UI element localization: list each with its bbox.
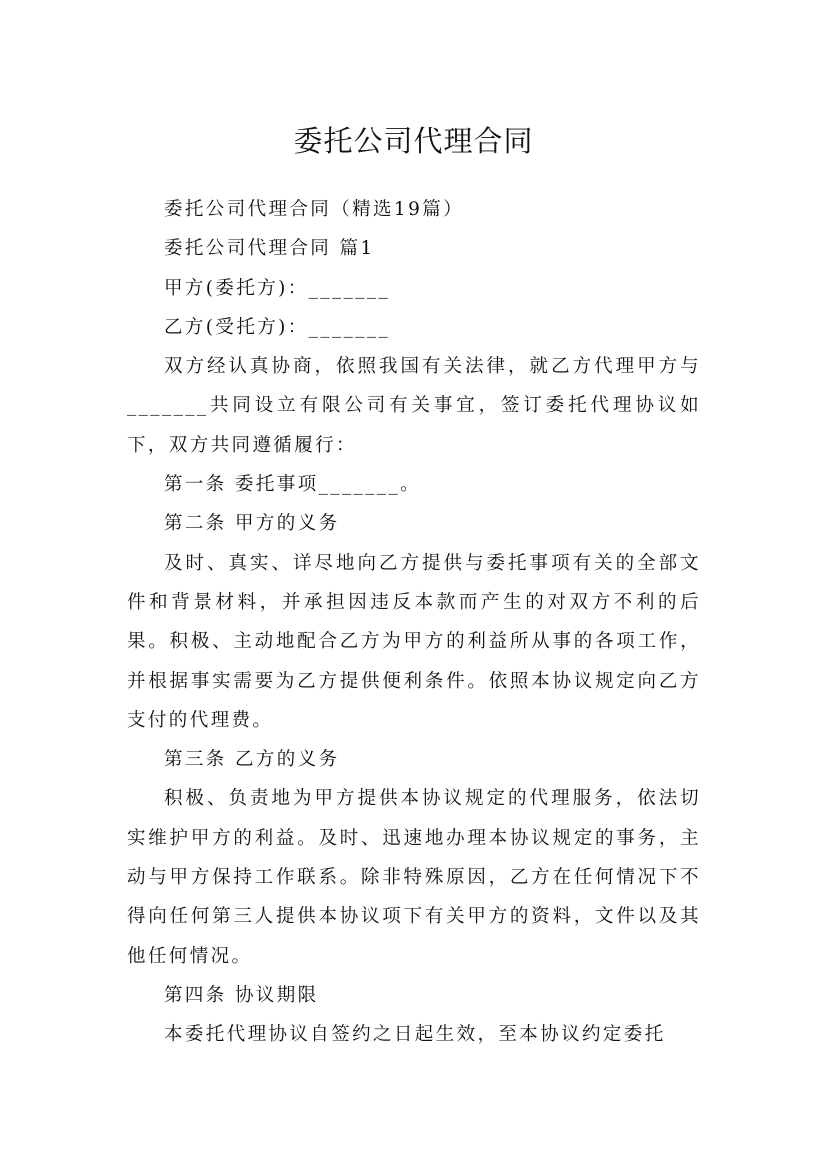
paragraph-article-4-body: 本委托代理协议自签约之日起生效，至本协议约定委托 xyxy=(164,1024,666,1046)
paragraph-article-3-body: 积极、负责地为甲方提供本协议规定的代理服务，依法切实维护甲方的利益。及时、迅速地办理本协议规定的事务，主动与甲方保持工作联系。除非特殊原因，乙方在任何情况下不得向任何第三人提供本协议项下有关甲方的资料，文件以及其他任何情况。 xyxy=(127,788,701,967)
paragraph-article-3-heading: 第三条 乙方的义务 xyxy=(164,749,340,771)
paragraph-article-4-heading: 第四条 协议期限 xyxy=(164,984,319,1006)
document-title: 委托公司代理合同 xyxy=(293,124,534,159)
document-body xyxy=(127,190,701,1055)
paragraph-preamble: 双方经认真协商，依照我国有关法律，就乙方代理甲方与_______共同设立有限公司有关事宜，签订委托代理协议如下，双方共同遵循履行： xyxy=(127,356,701,456)
paragraph-party-b: 乙方(受托方)：_______ xyxy=(164,316,391,338)
paragraph-section-heading: 委托公司代理合同 篇1 xyxy=(164,238,375,260)
paragraph-article-1: 第一条 委托事项_______。 xyxy=(164,474,422,496)
paragraph-party-a: 甲方(委托方)：_______ xyxy=(164,277,391,299)
paragraph-article-2-heading: 第二条 甲方的义务 xyxy=(164,513,340,535)
paragraph-article-2-body: 及时、真实、详尽地向乙方提供与委托事项有关的全部文件和背景材料，并承担因违反本款而产生的对双方不利的后果。积极、主动地配合乙方为甲方的利益所从事的各项工作，并根据事实需要为乙方提供便利条件。依照本协议规定向乙方支付的代理费。 xyxy=(127,552,701,731)
paragraph-subtitle: 委托公司代理合同（精选19篇） xyxy=(164,199,465,220)
